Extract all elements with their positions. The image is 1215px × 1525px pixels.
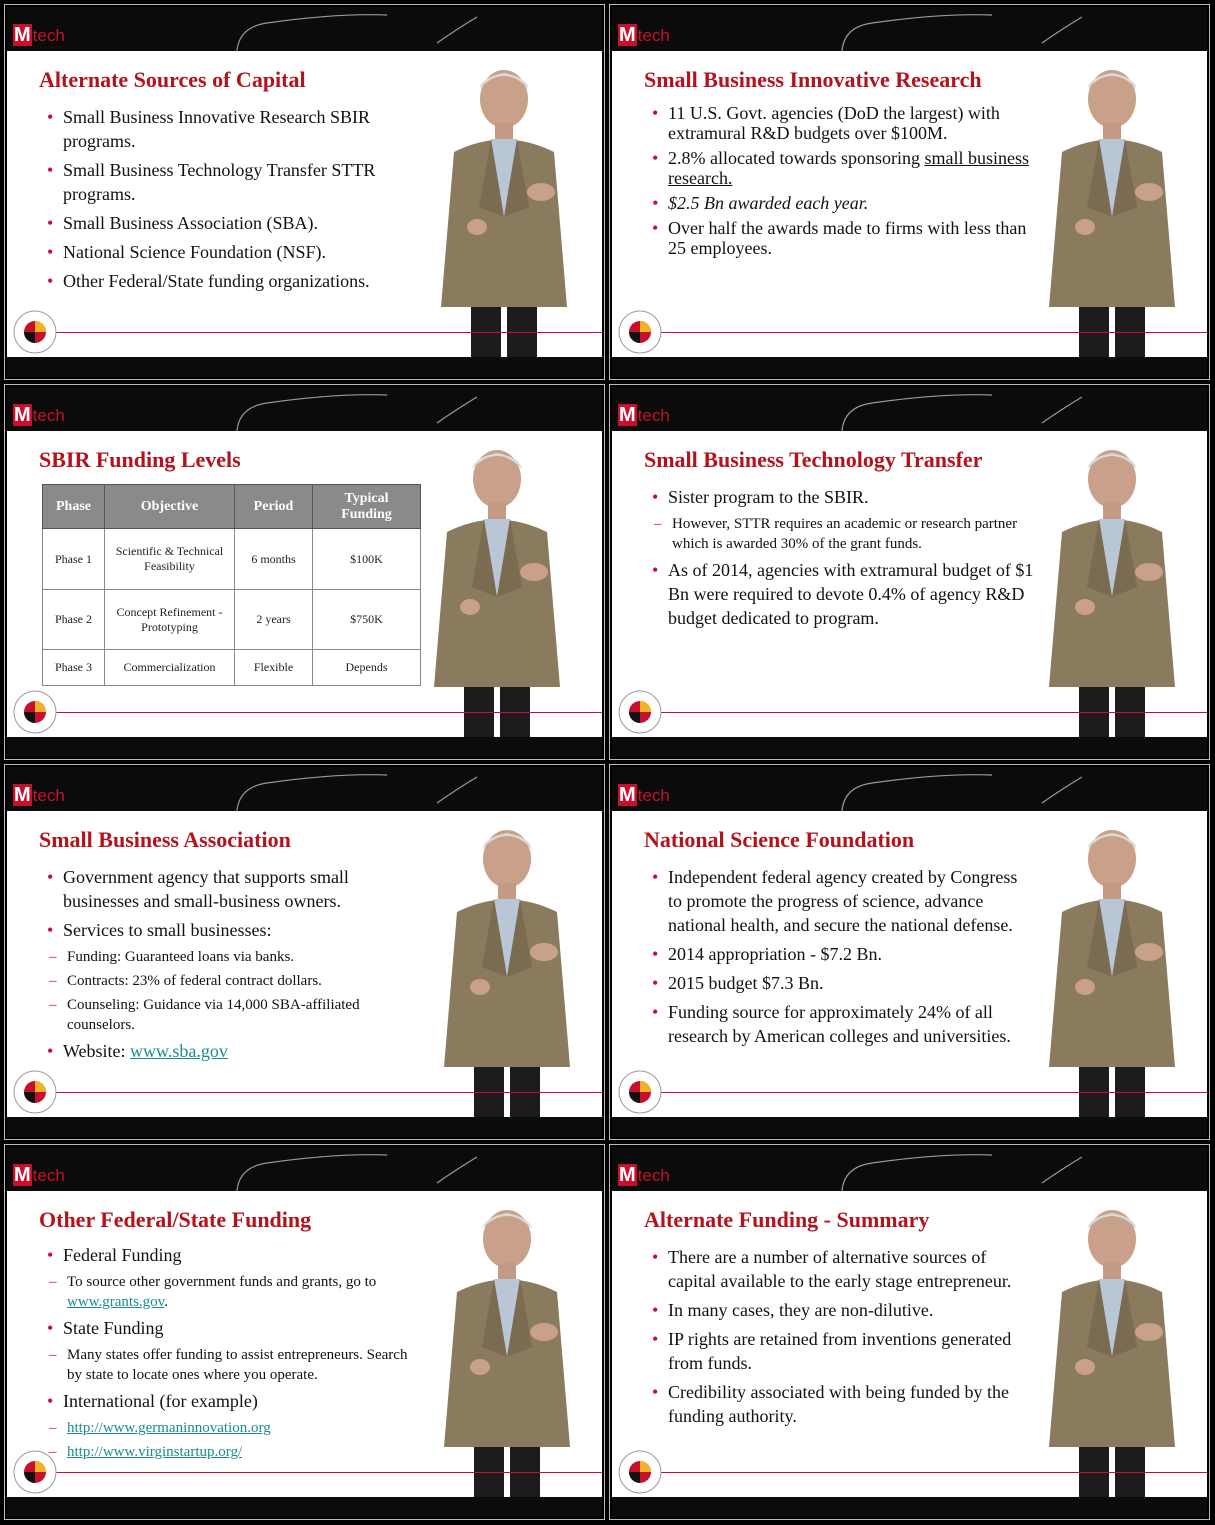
university-seal-icon — [13, 310, 57, 354]
bullet: • 11 U.S. Govt. agencies (DoD the largest) with extramural R&D budgets over $100M. — [650, 103, 1030, 143]
table-row — [43, 650, 421, 686]
swoosh-decoration — [7, 767, 602, 811]
bullet-text: Website: — [63, 1041, 131, 1061]
sub-bullet: – Counseling: Guidance via 14,000 SBA-affiliated counselors. — [45, 995, 425, 1035]
slide-8[interactable] — [610, 1145, 1209, 1519]
top-bar — [7, 7, 602, 51]
table-cell: Scientific & Technical Feasibility — [105, 529, 235, 590]
sub-bullet: – Many states offer funding to assist entrepreneurs. Search by state to locate ones where you operate. — [45, 1345, 425, 1385]
bottom-bar — [7, 737, 602, 757]
divider — [660, 1092, 1207, 1093]
top-bar — [612, 7, 1207, 51]
table-row — [43, 529, 421, 590]
column-header: Phase — [43, 485, 105, 529]
divider — [55, 332, 602, 333]
slide-content — [650, 1245, 1035, 1433]
bottom-bar — [612, 357, 1207, 377]
table-row — [43, 590, 421, 650]
sub-bullet — [45, 1442, 425, 1462]
slide-content — [45, 1243, 425, 1466]
bullet: • Credibility associated with being funded by the funding authority. — [650, 1380, 1035, 1428]
divider — [55, 712, 602, 713]
slide-title: Alternate Sources of Capital — [39, 67, 306, 92]
swoosh-decoration — [612, 387, 1207, 431]
table-header-row — [43, 485, 421, 529]
sub-bullet: – Funding: Guaranteed loans via banks. — [45, 947, 425, 967]
slide-content — [650, 485, 1035, 635]
university-seal-icon — [13, 690, 57, 734]
top-bar — [7, 767, 602, 811]
bullet: • Federal Funding — [45, 1243, 425, 1267]
presenter-image — [422, 447, 572, 737]
table-cell: 6 months — [235, 529, 313, 590]
bottom-bar — [7, 1117, 602, 1137]
bullet: • State Funding — [45, 1316, 425, 1340]
mtech-logo: M tech — [14, 1164, 65, 1186]
bullet: • There are a number of alternative sources of capital available to the early stage entrepreneur. — [650, 1245, 1035, 1293]
slide-content — [45, 865, 425, 1068]
bottom-bar — [612, 1497, 1207, 1517]
bullet: • Small Business Innovative Research SBIR programs. — [45, 105, 415, 153]
slide-title: National Science Foundation — [644, 827, 915, 852]
presenter-image — [1037, 1207, 1187, 1497]
column-header: Objective — [105, 485, 235, 529]
bottom-bar — [612, 737, 1207, 757]
divider — [660, 712, 1207, 713]
mtech-logo: M tech — [14, 24, 65, 46]
slide-5[interactable] — [5, 765, 604, 1139]
divider — [55, 1092, 602, 1093]
bullet: • In many cases, they are non-dilutive. — [650, 1298, 1035, 1322]
mtech-logo: M tech — [14, 784, 65, 806]
table-cell: Depends — [313, 650, 421, 686]
mtech-logo: M tech — [619, 1164, 670, 1186]
university-seal-icon — [618, 310, 662, 354]
divider — [660, 1472, 1207, 1473]
slide-content — [650, 103, 1030, 263]
slide-title: Small Business Association — [39, 827, 291, 852]
table-cell: Phase 1 — [43, 529, 105, 590]
presenter-image — [432, 1207, 582, 1497]
mtech-logo: M tech — [619, 784, 670, 806]
table-cell: Commercialization — [105, 650, 235, 686]
funding-table — [42, 484, 421, 686]
divider — [55, 1472, 602, 1473]
bullet: • Small Business Association (SBA). — [45, 211, 415, 235]
bullet: • Services to small businesses: — [45, 918, 425, 942]
slide-title: Small Business Innovative Research — [644, 67, 982, 92]
table-cell: Phase 3 — [43, 650, 105, 686]
swoosh-decoration — [7, 387, 602, 431]
sub-bullet — [45, 1418, 425, 1438]
slide-2[interactable] — [610, 5, 1209, 379]
mtech-logo: M tech — [619, 24, 670, 46]
sub-bullet-text: . — [164, 1294, 168, 1310]
top-bar — [7, 387, 602, 431]
sub-bullet-text: To source other government funds and grants, go to — [67, 1274, 377, 1290]
bullet: • Sister program to the SBIR. — [650, 485, 1035, 509]
university-seal-icon — [618, 1070, 662, 1114]
top-bar — [612, 767, 1207, 811]
bullet: • As of 2014, agencies with extramural budget of $1 Bn were required to devote 0.4% of agency R&D budget dedicated to program. — [650, 558, 1035, 630]
bullet-text: 2.8% allocated towards sponsoring — [668, 148, 925, 168]
bullet: • IP rights are retained from inventions generated from funds. — [650, 1327, 1035, 1375]
university-seal-icon — [13, 1070, 57, 1114]
slide-6[interactable] — [610, 765, 1209, 1139]
university-seal-icon — [618, 690, 662, 734]
presenter-image — [1037, 827, 1187, 1117]
table-cell: Concept Refinement - Prototyping — [105, 590, 235, 650]
bullet: • National Science Foundation (NSF). — [45, 240, 415, 264]
swoosh-decoration — [612, 767, 1207, 811]
swoosh-decoration — [7, 1147, 602, 1191]
slide-4[interactable] — [610, 385, 1209, 759]
bullet: • Government agency that supports small businesses and small-business owners. — [45, 865, 425, 913]
table-cell: 2 years — [235, 590, 313, 650]
slide-content — [650, 865, 1035, 1053]
bottom-bar — [7, 1497, 602, 1517]
sub-bullet — [45, 1272, 425, 1312]
germaninnovation-link[interactable]: http://www.germaninnovation.org — [67, 1420, 271, 1436]
bottom-bar — [7, 357, 602, 377]
bullet — [650, 148, 1030, 188]
bullet: • Small Business Technology Transfer STTR programs. — [45, 158, 415, 206]
slide-3[interactable] — [5, 385, 604, 759]
bottom-bar — [612, 1117, 1207, 1137]
slide-title: Alternate Funding - Summary — [644, 1207, 930, 1232]
top-bar — [612, 1147, 1207, 1191]
sba-website-link[interactable]: www.sba.gov — [130, 1041, 228, 1061]
swoosh-decoration — [7, 7, 602, 51]
column-header: Period — [235, 485, 313, 529]
university-seal-icon — [618, 1450, 662, 1494]
bullet: • $2.5 Bn awarded each year. — [650, 193, 1030, 213]
top-bar — [612, 387, 1207, 431]
presenter-image — [1037, 67, 1187, 357]
column-header: Typical Funding — [313, 485, 421, 529]
slide-7[interactable] — [5, 1145, 604, 1519]
table-cell: Phase 2 — [43, 590, 105, 650]
underlined-text: small business research. — [668, 148, 1029, 188]
bullet — [45, 1039, 425, 1063]
table-cell: $100K — [313, 529, 421, 590]
presenter-image — [1037, 447, 1187, 737]
slide-title: SBIR Funding Levels — [39, 447, 241, 472]
slide-1[interactable] — [5, 5, 604, 379]
mtech-logo: M tech — [14, 404, 65, 426]
bullet: • International (for example) — [45, 1389, 425, 1413]
table-cell: Flexible — [235, 650, 313, 686]
bullet: • Independent federal agency created by Congress to promote the progress of science, advance national health, and secure the national defense. — [650, 865, 1035, 937]
slide-title: Other Federal/State Funding — [39, 1207, 312, 1232]
divider — [660, 332, 1207, 333]
presenter-image — [432, 827, 582, 1117]
bullet: • Funding source for approximately 24% of all research by American colleges and universities. — [650, 1000, 1035, 1048]
presenter-image — [429, 67, 579, 357]
top-bar — [7, 1147, 602, 1191]
bullet: • Other Federal/State funding organizations. — [45, 269, 415, 293]
bullet: • Over half the awards made to firms with less than 25 employees. — [650, 218, 1030, 258]
bullet: • 2014 appropriation - $7.2 Bn. — [650, 942, 1035, 966]
virginstartup-link[interactable]: http://www.virginstartup.org/ — [67, 1444, 243, 1460]
grants-gov-link[interactable]: www.grants.gov — [67, 1294, 165, 1310]
swoosh-decoration — [612, 7, 1207, 51]
sub-bullet: – Contracts: 23% of federal contract dollars. — [45, 971, 425, 991]
slide-content — [45, 105, 415, 298]
swoosh-decoration — [612, 1147, 1207, 1191]
university-seal-icon — [13, 1450, 57, 1494]
bullet: • 2015 budget $7.3 Bn. — [650, 971, 1035, 995]
slide-title: Small Business Technology Transfer — [644, 447, 983, 472]
table-cell: $750K — [313, 590, 421, 650]
sub-bullet: – However, STTR requires an academic or research partner which is awarded 30% of the grant funds. — [650, 514, 1035, 554]
mtech-logo: M tech — [619, 404, 670, 426]
